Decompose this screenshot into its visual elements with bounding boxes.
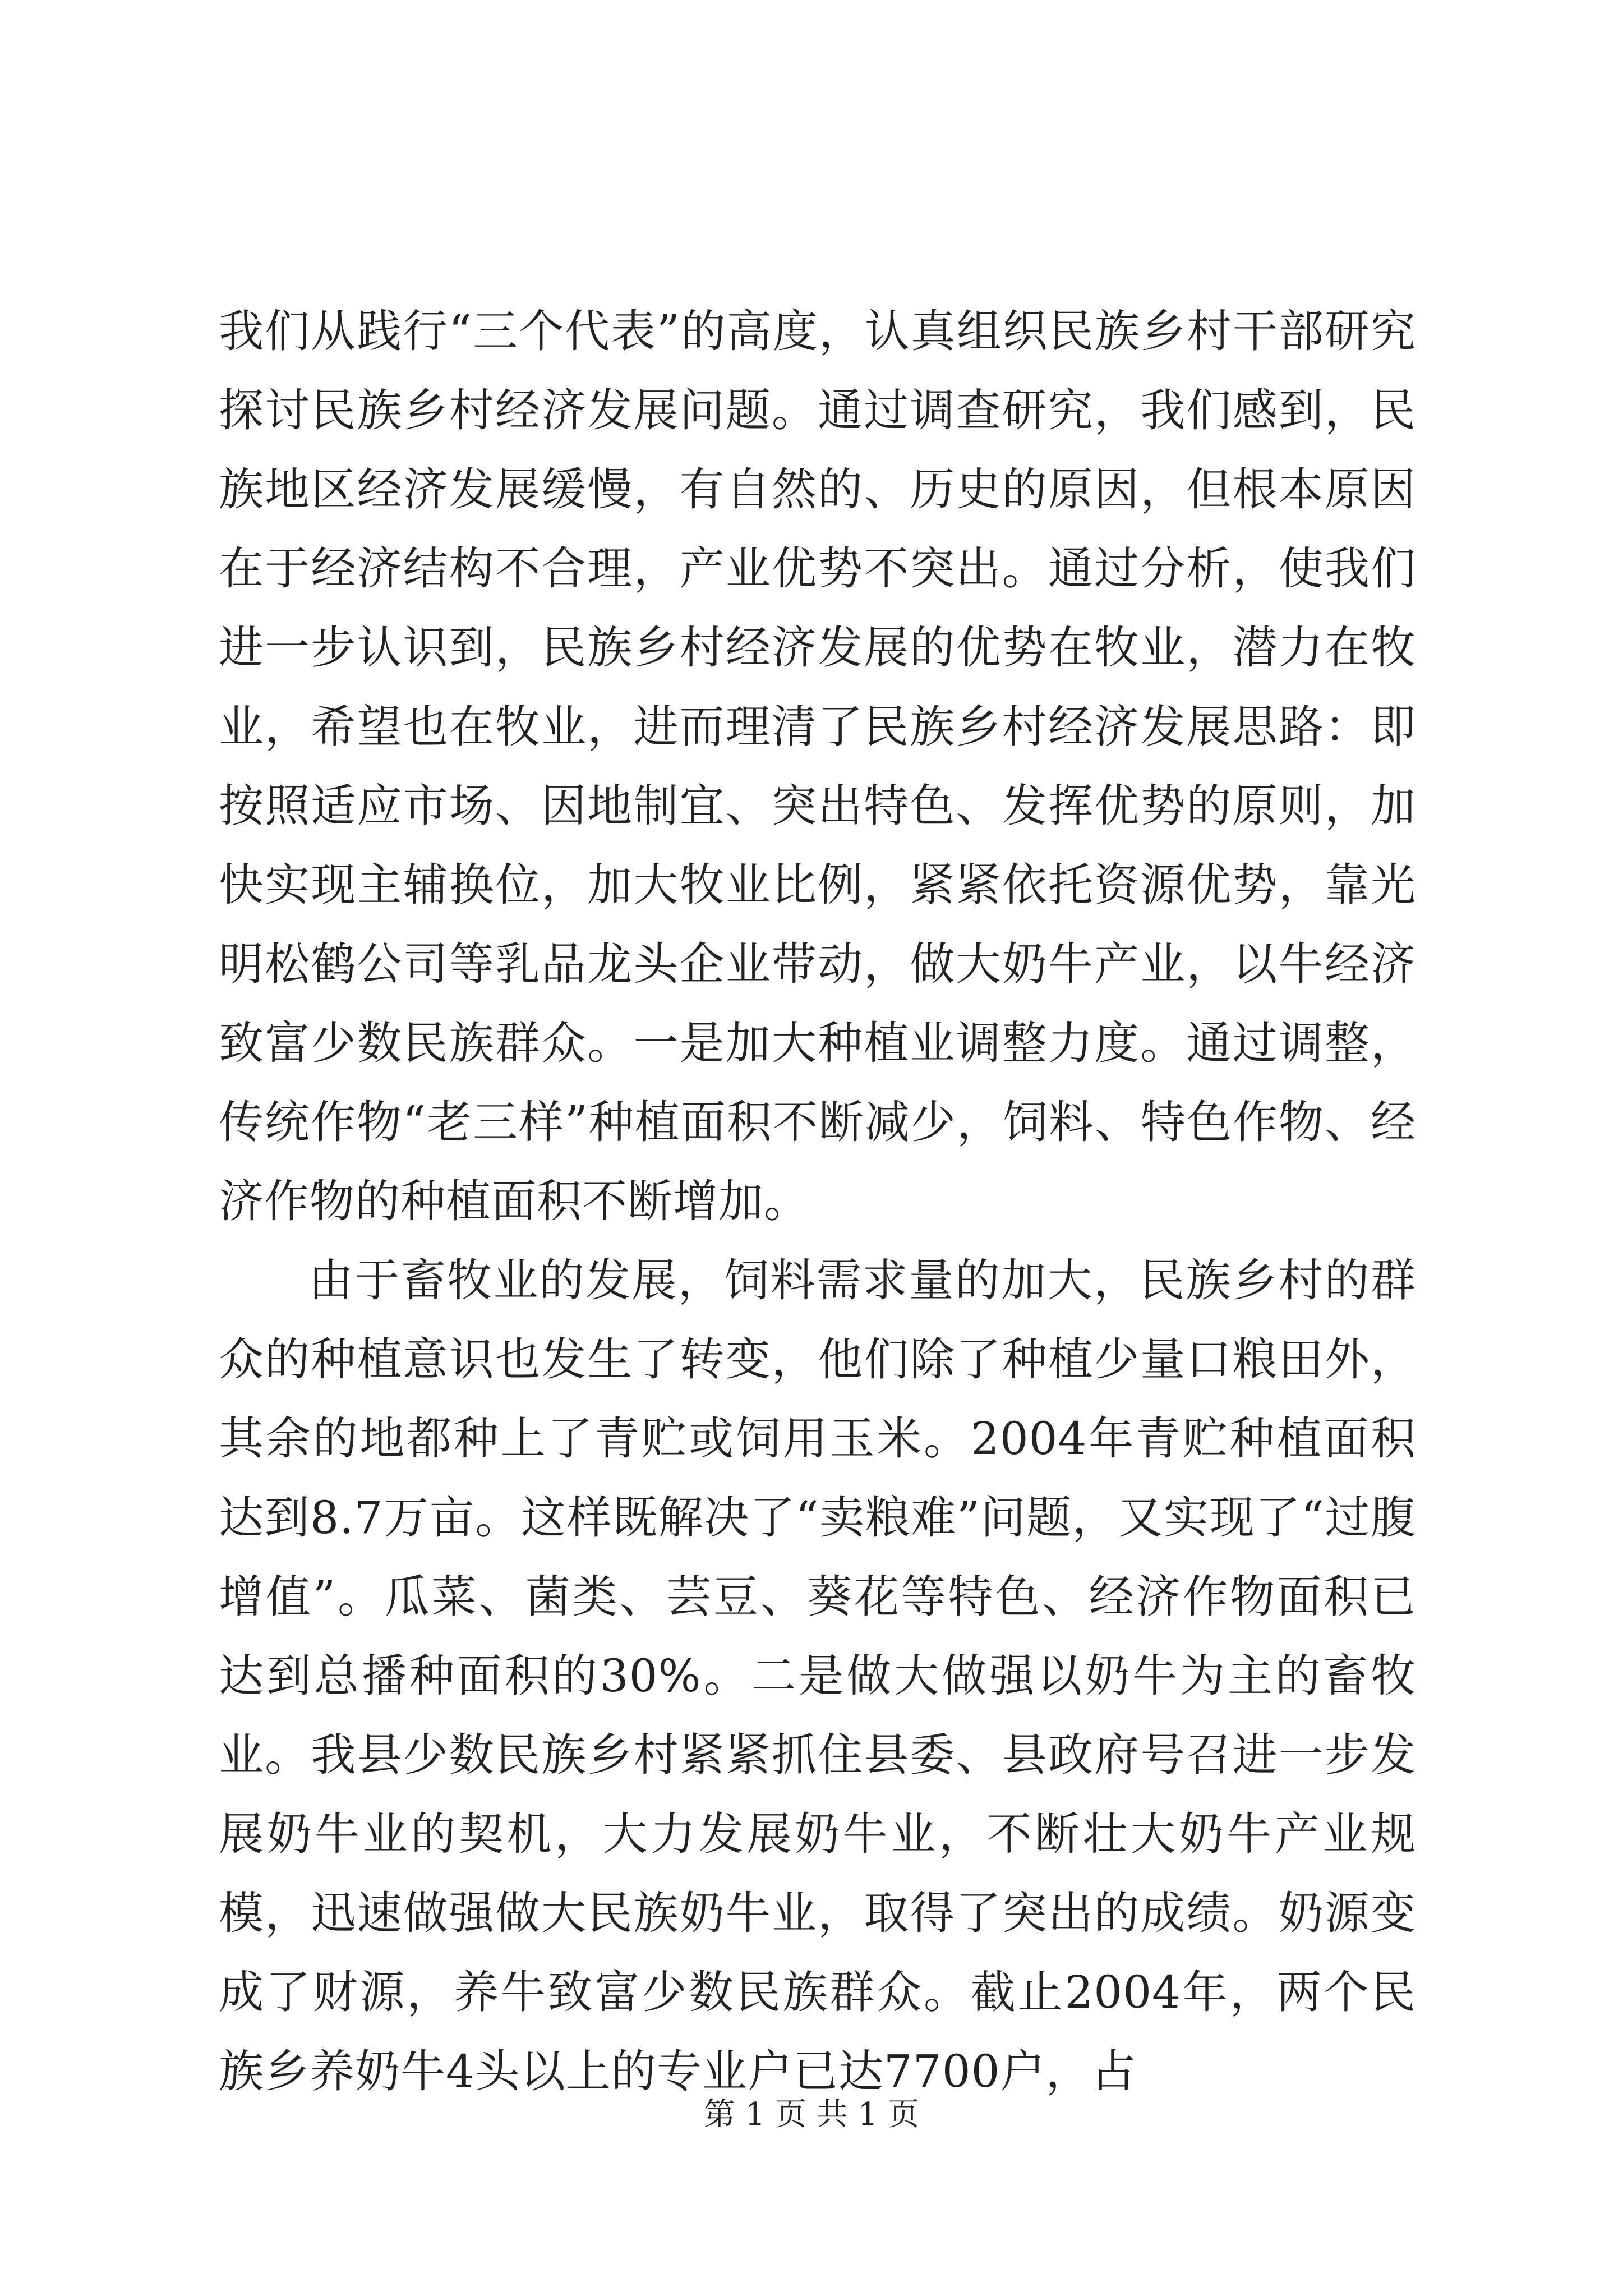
paragraph-2: 由于畜牧业的发展，饲料需求量的加大，民族乡村的群众的种植意识也发生了转变，他们除了种植少量口粮田外，其余的地都种上了青贮或饲用玉米。2004年青贮种植面积达到8.7万亩。这样既解决了“卖粮难”问题，又实现了“过腹增值”。瓜菜、菌类、芸豆、葵花等特色、经济作物面积已达到总播种面积的30%。二是做大做强以奶牛为主的畜牧业。我县少数民族乡村紧紧抓住县委、县政府号召进一步发展奶牛业的契机，大力发展奶牛业，不断壮大奶牛产业规模，迅速做强做大民族奶牛业，取得了突出的成绩。奶源变成了财源，养牛致富少数民族群众。截止2004年，两个民族乡养奶牛4头以上的专业户已达7700户，占 <box>219 1254 1416 2097</box>
page-footer: 第 1 页 共 1 页 <box>703 2096 920 2133</box>
paragraph-1: 我们从践行“三个代表”的高度，认真组织民族乡村干部研究探讨民族乡村经济发展问题。通过调查研究，我们感到，民族地区经济发展缓慢，有自然的、历史的原因，但根本原因在于经济结构不合理，产业优势不突出。通过分析，使我们进一步认识到，民族乡村经济发展的优势在牧业，潜力在牧业，希望也在牧业，进而理清了民族乡村经济发展思路：即按照适应市场、因地制宜、突出特色、发挥优势的原则，加快实现主辅换位，加大牧业比例，紧紧依托资源优势，靠光明松鹤公司等乳品龙头企业带动，做大奶牛产业，以牛经济致富少数民族群众。一是加大种植业调整力度。通过调整，传统作物“老三样”种植面积不断减少，饲料、特色作物、经济作物的种植面积不断增加。 <box>219 305 1416 1227</box>
document-body <box>219 292 1416 2111</box>
